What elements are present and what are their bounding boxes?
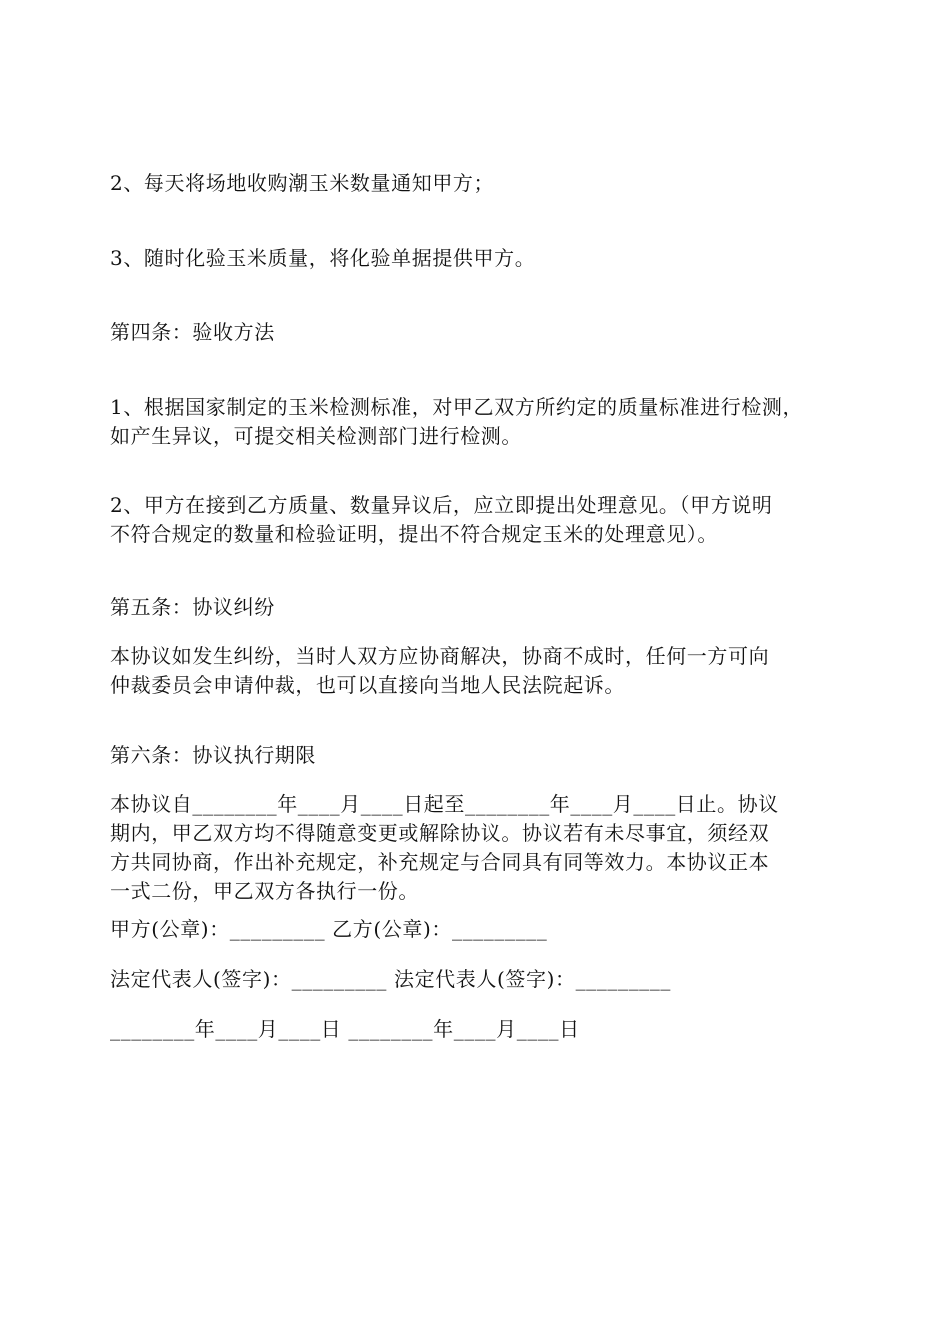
text-line: 方共同协商，作出补充规定，补充规定与合同具有同等效力。本协议正本 [110, 850, 770, 874]
signature-seal-line: 甲方(公章)：_________ 乙方(公章)：_________ [110, 917, 548, 941]
article-4-paragraph-2 [110, 491, 850, 549]
article-5-title: 第五条：协议纠纷 [110, 595, 275, 619]
article-6-paragraph [110, 790, 850, 906]
signature-date-line: ________年____月____日 ________年____月____日 [110, 1017, 580, 1041]
text-line: 本协议如发生纠纷，当时人双方应协商解决，协商不成时，任何一方可向 [110, 644, 770, 668]
item-2-notify: 2、每天将场地收购潮玉米数量通知甲方； [110, 171, 495, 195]
article-6-title: 第六条：协议执行期限 [110, 743, 316, 767]
text-line: 1、根据国家制定的玉米检测标准，对甲乙双方所约定的质量标准进行检测， [110, 395, 804, 419]
text-line: 2、甲方在接到乙方质量、数量异议后，应立即提出处理意见。（甲方说明 [110, 493, 773, 517]
text-line: 不符合规定的数量和检验证明，提出不符合规定玉米的处理意见）。 [110, 522, 718, 546]
article-4-paragraph-1 [110, 393, 850, 451]
text-line: 如产生异议，可提交相关检测部门进行检测。 [110, 424, 522, 448]
text-line: 仲裁委员会申请仲裁，也可以直接向当地人民法院起诉。 [110, 673, 625, 697]
signature-representative-line: 法定代表人(签字)：_________ 法定代表人(签字)：_________ [110, 967, 671, 991]
article-4-title: 第四条：验收方法 [110, 320, 275, 344]
item-3-test: 3、随时化验玉米质量，将化验单据提供甲方。 [110, 246, 536, 270]
text-line: 一式二份，甲乙双方各执行一份。 [110, 879, 419, 903]
article-5-paragraph [110, 642, 850, 700]
text-line: 期内，甲乙双方均不得随意变更或解除协议。协议若有未尽事宜，须经双 [110, 821, 770, 845]
text-line: 本协议自________年____月____日起至________年____月____日止。协议 [110, 792, 779, 816]
